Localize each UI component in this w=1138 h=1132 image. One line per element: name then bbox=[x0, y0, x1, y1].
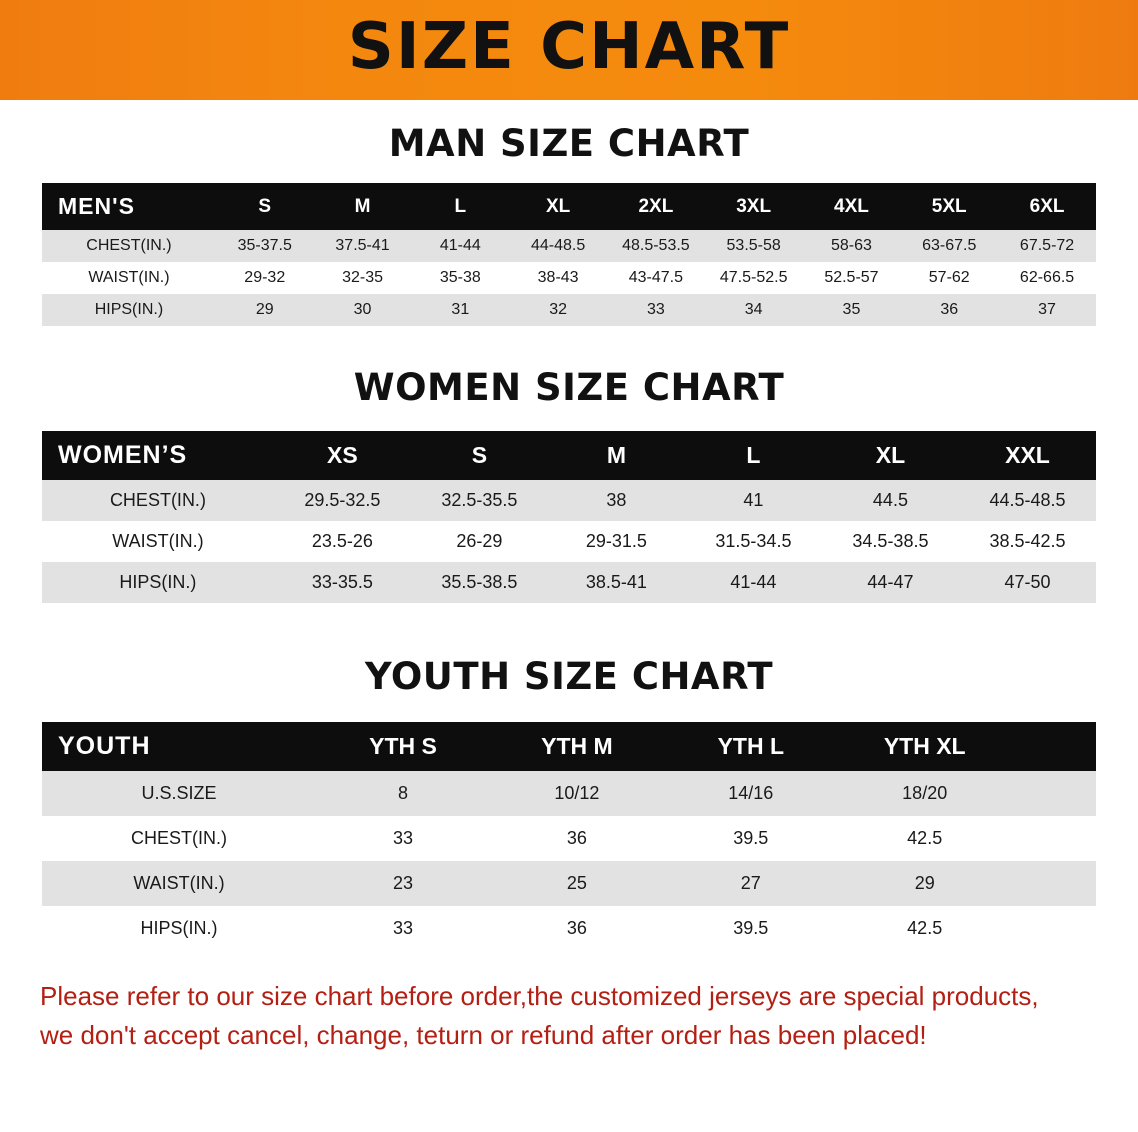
man-cell: 33 bbox=[646, 301, 665, 318]
man-cell: 48.5-53.5 bbox=[622, 237, 690, 254]
man-col-header: 2XL bbox=[638, 195, 674, 217]
man-cell: 52.5-57 bbox=[824, 269, 879, 286]
man-col-header: 6XL bbox=[1029, 195, 1065, 217]
man-cell: 35-37.5 bbox=[237, 237, 292, 254]
women-table-body bbox=[42, 480, 1096, 603]
man-cell: 63-67.5 bbox=[922, 237, 977, 254]
youth-col-header: YTH L bbox=[717, 733, 785, 759]
youth-cell: 33 bbox=[392, 828, 413, 848]
man-cell: 32 bbox=[549, 301, 567, 318]
man-cell: 41-44 bbox=[439, 237, 481, 254]
banner bbox=[0, 0, 1138, 100]
women-section-heading: WOMEN SIZE CHART bbox=[353, 366, 785, 409]
women-col-header: S bbox=[471, 442, 488, 468]
table-row bbox=[42, 521, 1096, 562]
youth-cell-spacer bbox=[1012, 861, 1096, 906]
man-cell: 35 bbox=[842, 301, 861, 318]
man-row-label: HIPS(IN.) bbox=[94, 301, 164, 318]
man-cell: 53.5-58 bbox=[726, 237, 781, 254]
youth-cell: 18/20 bbox=[902, 783, 948, 803]
women-cell: 47-50 bbox=[1004, 572, 1051, 592]
youth-cell: 27 bbox=[740, 873, 761, 893]
women-cell: 32.5-35.5 bbox=[441, 490, 518, 510]
youth-cell: 36 bbox=[566, 918, 587, 938]
women-cell: 23.5-26 bbox=[311, 531, 373, 551]
youth-table-head bbox=[42, 722, 1096, 771]
youth-cell: 8 bbox=[397, 783, 408, 803]
women-col-header: XXL bbox=[1005, 442, 1050, 468]
man-section-heading: MAN SIZE CHART bbox=[388, 122, 750, 165]
table-row bbox=[42, 480, 1096, 521]
women-row-label: CHEST(IN.) bbox=[109, 490, 206, 510]
women-corner-label: WOMEN’S bbox=[58, 441, 188, 469]
women-row-label: WAIST(IN.) bbox=[112, 531, 204, 551]
man-row-label: WAIST(IN.) bbox=[88, 269, 170, 286]
policy-note-line-1: Please refer to our size chart before order,the customized jerseys are special products, bbox=[40, 981, 1039, 1011]
policy-note-line-2: we don't accept cancel, change, teturn or refund after order has been placed! bbox=[40, 1020, 927, 1050]
banner-title: SIZE CHART bbox=[347, 10, 791, 84]
man-cell: 58-63 bbox=[830, 237, 872, 254]
women-col-header: M bbox=[606, 442, 626, 468]
man-cell: 32-35 bbox=[342, 269, 383, 286]
youth-cell: 42.5 bbox=[907, 918, 943, 938]
youth-section-heading: YOUTH SIZE CHART bbox=[364, 655, 774, 698]
women-size-table bbox=[42, 431, 1096, 603]
youth-corner-label: YOUTH bbox=[58, 732, 151, 760]
youth-row-label: CHEST(IN.) bbox=[131, 828, 228, 848]
man-cell: 67.5-72 bbox=[1019, 237, 1075, 254]
table-row bbox=[42, 230, 1096, 262]
women-col-header: XS bbox=[327, 442, 358, 468]
man-cell: 38-43 bbox=[537, 269, 579, 286]
youth-size-table bbox=[42, 722, 1096, 951]
women-cell: 33-35.5 bbox=[311, 572, 373, 592]
man-cell: 62-66.5 bbox=[1019, 269, 1075, 286]
women-cell: 38 bbox=[606, 490, 627, 510]
women-cell: 35.5-38.5 bbox=[441, 572, 518, 592]
youth-header-row bbox=[42, 722, 1096, 771]
youth-header-spacer bbox=[1012, 722, 1096, 771]
youth-cell: 36 bbox=[566, 828, 587, 848]
policy-note bbox=[40, 977, 1098, 1055]
youth-cell: 33 bbox=[392, 918, 413, 938]
man-size-table bbox=[42, 183, 1096, 326]
youth-cell-spacer bbox=[1012, 771, 1096, 816]
man-cell: 43-47.5 bbox=[628, 269, 684, 286]
youth-row-label: U.S.SIZE bbox=[141, 783, 217, 803]
women-cell: 41 bbox=[743, 490, 764, 510]
women-col-header: XL bbox=[875, 442, 906, 468]
youth-row-label: WAIST(IN.) bbox=[133, 873, 225, 893]
women-cell: 44-47 bbox=[867, 572, 914, 592]
youth-cell: 39.5 bbox=[733, 918, 769, 938]
man-cell: 29-32 bbox=[244, 269, 286, 286]
youth-cell: 10/12 bbox=[554, 783, 600, 803]
youth-col-header: YTH XL bbox=[883, 733, 966, 759]
youth-cell: 39.5 bbox=[733, 828, 769, 848]
man-cell: 36 bbox=[940, 301, 959, 318]
table-row bbox=[42, 816, 1096, 861]
youth-cell-spacer bbox=[1012, 906, 1096, 951]
man-cell: 57-62 bbox=[928, 269, 970, 286]
table-row bbox=[42, 294, 1096, 326]
table-row bbox=[42, 906, 1096, 951]
women-cell: 31.5-34.5 bbox=[715, 531, 792, 551]
table-row bbox=[42, 771, 1096, 816]
man-corner-label: MEN'S bbox=[58, 193, 135, 219]
women-cell: 34.5-38.5 bbox=[852, 531, 929, 551]
man-header-row bbox=[42, 183, 1096, 230]
women-cell: 29.5-32.5 bbox=[304, 490, 381, 510]
man-col-header: 3XL bbox=[736, 195, 772, 217]
man-cell: 44-48.5 bbox=[530, 237, 586, 254]
man-cell: 47.5-52.5 bbox=[719, 269, 788, 286]
man-table-body bbox=[42, 230, 1096, 326]
youth-cell: 25 bbox=[566, 873, 587, 893]
youth-cell: 23 bbox=[392, 873, 413, 893]
man-col-header: L bbox=[454, 195, 467, 217]
man-col-header: 4XL bbox=[834, 195, 869, 217]
women-header-row bbox=[42, 431, 1096, 480]
youth-cell: 42.5 bbox=[907, 828, 943, 848]
youth-col-header: YTH M bbox=[541, 733, 613, 759]
women-cell: 26-29 bbox=[456, 531, 503, 551]
table-row bbox=[42, 861, 1096, 906]
women-size-table-wrapper bbox=[42, 431, 1096, 603]
man-cell: 37 bbox=[1038, 301, 1056, 318]
man-col-header: 5XL bbox=[931, 195, 967, 217]
table-row bbox=[42, 562, 1096, 603]
man-cell: 35-38 bbox=[439, 269, 481, 286]
man-row-label: CHEST(IN.) bbox=[86, 237, 172, 254]
women-row-label: HIPS(IN.) bbox=[119, 572, 197, 592]
women-cell: 38.5-41 bbox=[585, 572, 647, 592]
women-cell: 41-44 bbox=[730, 572, 777, 592]
man-cell: 34 bbox=[744, 301, 763, 318]
youth-cell-spacer bbox=[1012, 816, 1096, 861]
women-cell: 38.5-42.5 bbox=[989, 531, 1066, 551]
table-row bbox=[42, 262, 1096, 294]
man-col-header: S bbox=[258, 195, 272, 217]
man-cell: 37.5-41 bbox=[335, 237, 390, 254]
women-cell: 44.5-48.5 bbox=[989, 490, 1066, 510]
youth-table-body bbox=[42, 771, 1096, 951]
man-cell: 30 bbox=[353, 301, 372, 318]
man-col-header: XL bbox=[545, 195, 571, 217]
man-cell: 31 bbox=[451, 301, 470, 318]
man-cell: 29 bbox=[255, 301, 274, 318]
women-cell: 29-31.5 bbox=[585, 531, 647, 551]
man-table-head bbox=[42, 183, 1096, 230]
youth-row-label: HIPS(IN.) bbox=[140, 918, 218, 938]
women-table-head bbox=[42, 431, 1096, 480]
man-size-table-wrapper bbox=[42, 183, 1096, 326]
women-col-header: L bbox=[746, 442, 761, 468]
youth-cell: 29 bbox=[914, 873, 935, 893]
youth-col-header: YTH S bbox=[369, 733, 437, 759]
women-cell: 44.5 bbox=[872, 490, 908, 510]
man-col-header: M bbox=[354, 195, 371, 217]
youth-cell: 14/16 bbox=[728, 783, 774, 803]
youth-size-table-wrapper bbox=[42, 722, 1096, 951]
